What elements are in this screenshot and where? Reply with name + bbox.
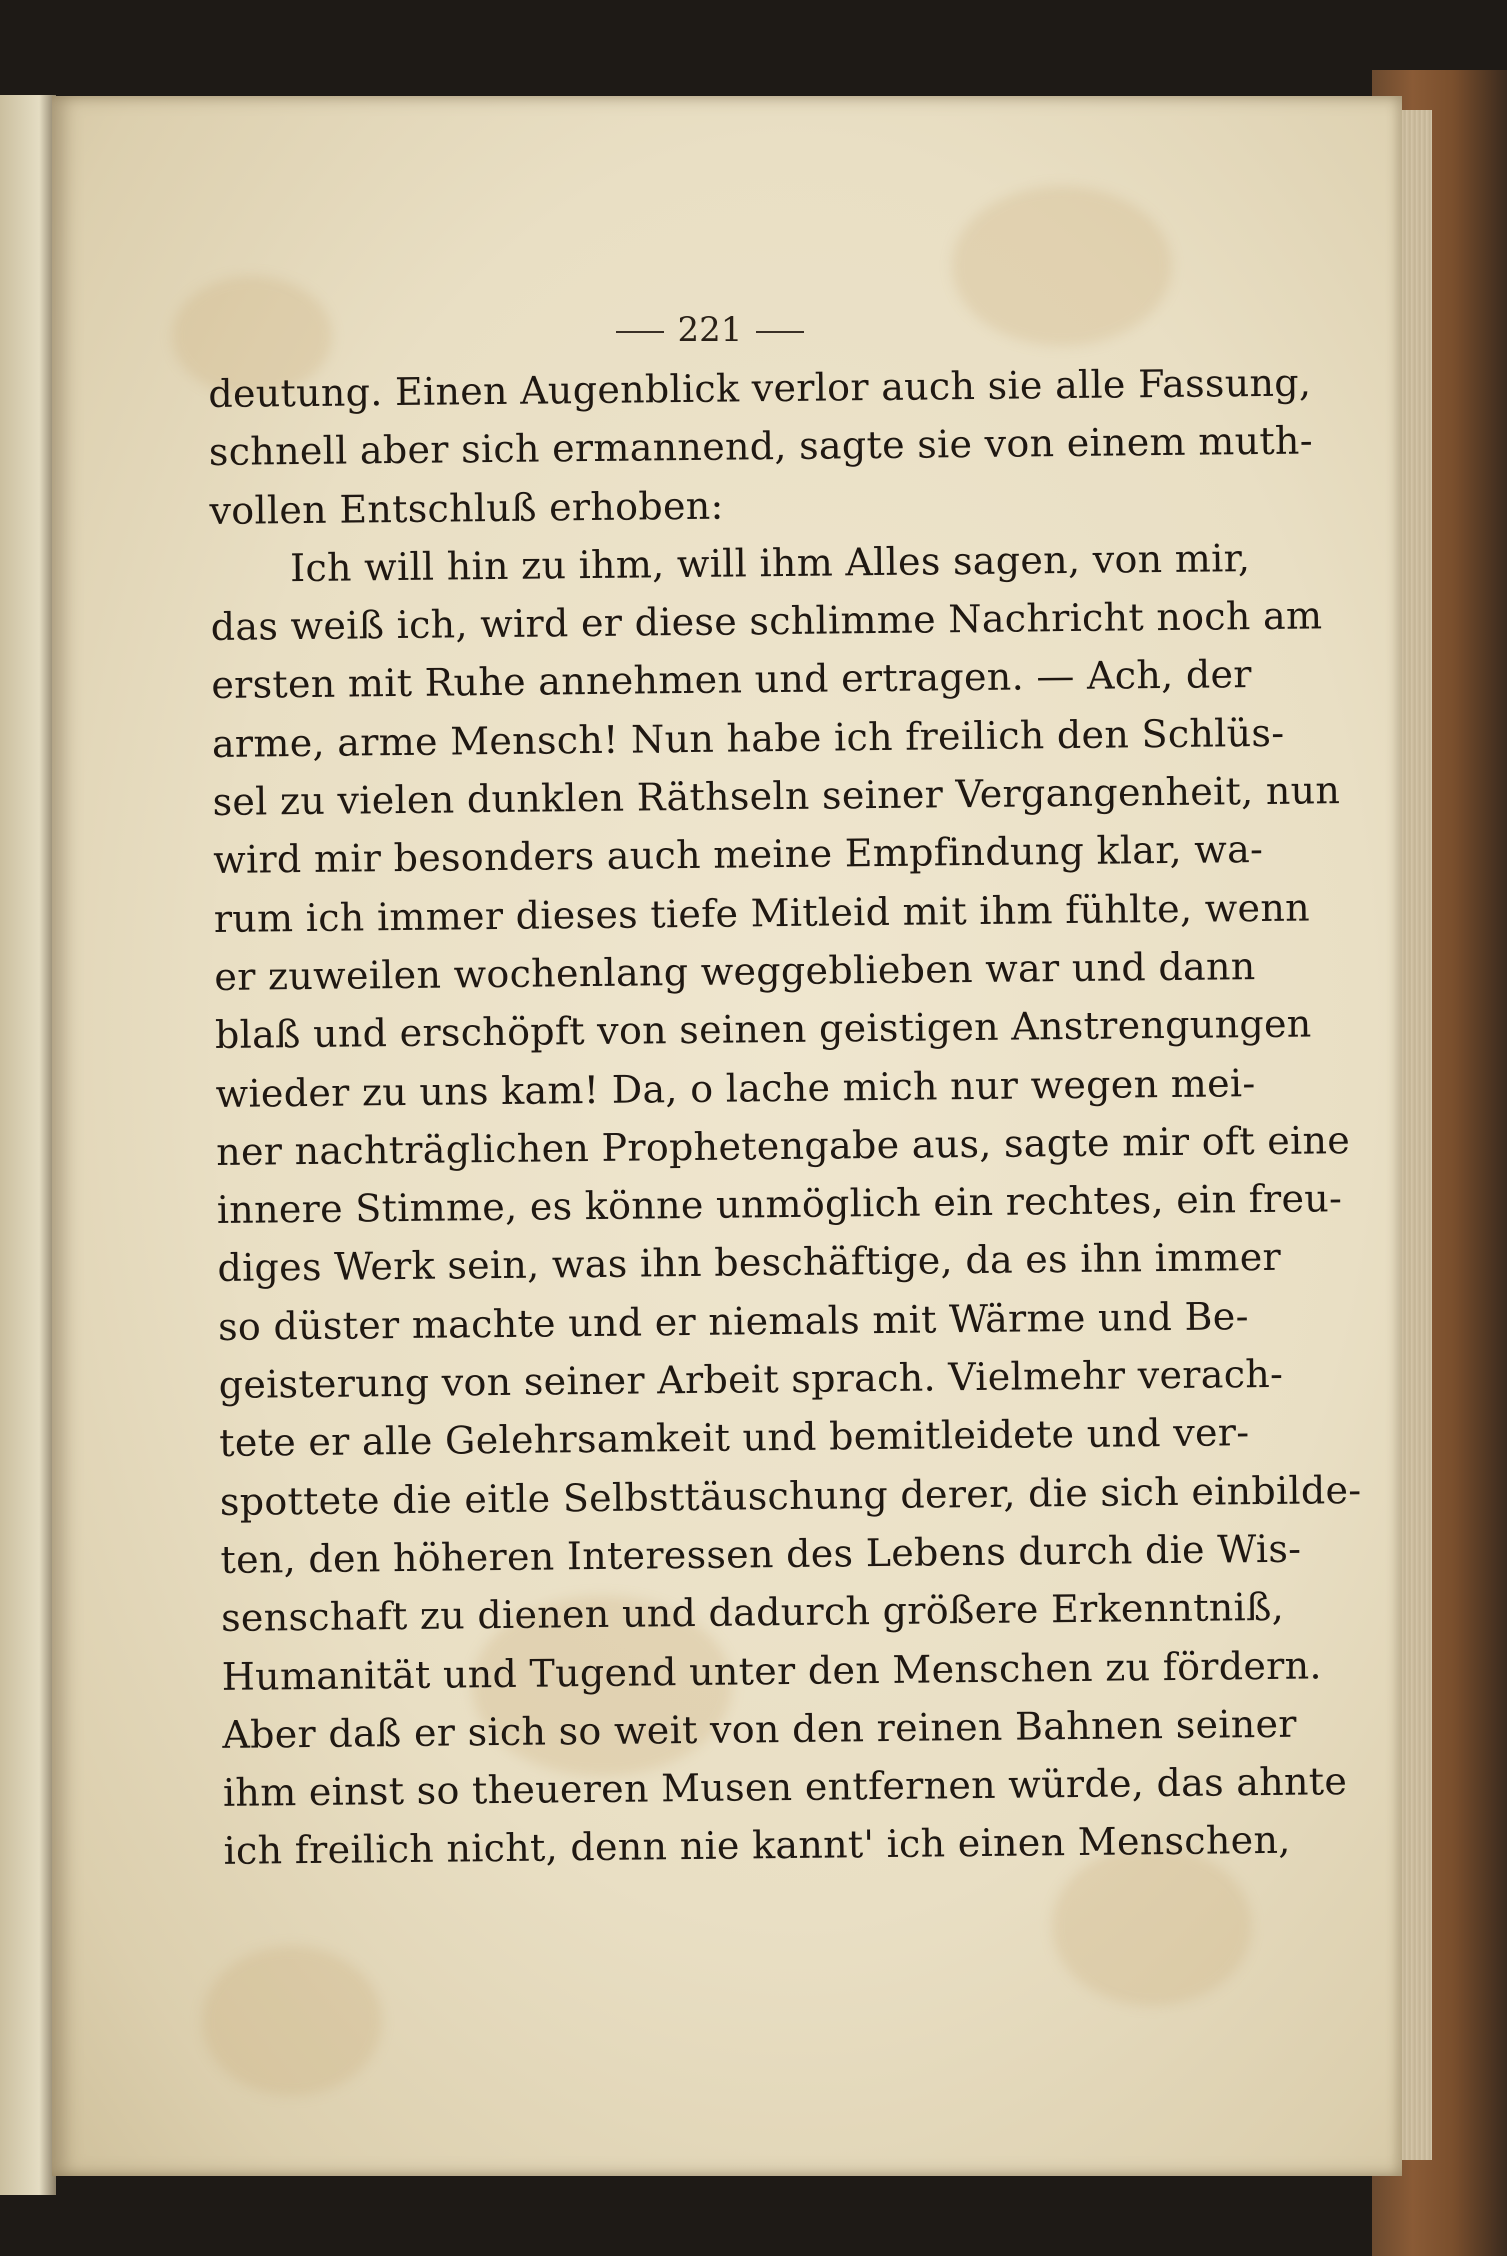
paper-stain	[202, 1946, 382, 2096]
text-line: Humanität und Tugend unter den Menschen zu fördern.	[221, 1642, 1322, 1699]
text-line: blaß und erschöpft von seinen geistigen Anstrengungen	[214, 1001, 1312, 1058]
text-line: ihm einst so theueren Musen entfernen würde, das ahnte	[222, 1759, 1348, 1816]
page-body	[208, 355, 1362, 1881]
text-line: spottete die eitle Selbsttäuschung derer, die sich einbilde-	[219, 1467, 1362, 1524]
text-line: Aber daß er sich so weit von den reinen Bahnen seiner	[222, 1701, 1297, 1757]
ornament-dash-right	[756, 331, 804, 333]
facing-page-edge	[0, 95, 56, 2195]
text-line: diges Werk sein, was ihn beschäftige, da es ihn immer	[217, 1235, 1282, 1291]
text-line: so düster machte und er niemals mit Wärme und Be-	[217, 1293, 1249, 1349]
text-line: sel zu vielen dunklen Räthseln seiner Vergangenheit, nun	[212, 768, 1341, 825]
text-line: ten, den höheren Interessen des Lebens durch die Wis-	[220, 1526, 1302, 1582]
text-line: Ich will hin zu ihm, will ihm Alles sagen, von mir,	[289, 535, 1251, 591]
text-line: schnell aber sich ermannend, sagte sie von einem muth-	[208, 418, 1314, 475]
text-line: rum ich immer dieses tiefe Mitleid mit ihm fühlte, wenn	[213, 885, 1311, 941]
text-line: wieder zu uns kam! Da, o lache mich nur wegen mei-	[215, 1060, 1256, 1116]
text-line: arme, arme Mensch! Nun habe ich freilich den Schlüs-	[211, 710, 1285, 766]
text-line: tete er alle Gelehrsamkeit und bemitleidete und ver-	[219, 1410, 1250, 1466]
ornament-dash-left	[616, 331, 664, 333]
text-line: ersten mit Ruhe annehmen und ertragen. — Ach, der	[211, 652, 1252, 708]
text-line: innere Stimme, es könne unmöglich ein rechtes, ein freu-	[216, 1176, 1343, 1233]
paper-stain	[952, 186, 1172, 346]
page-header	[560, 300, 860, 360]
page-number: 221	[677, 310, 743, 350]
text-line: deutung. Einen Augenblick verlor auch sie alle Fassung,	[208, 360, 1312, 416]
text-line: wird mir besonders auch meine Empfindung klar, wa-	[212, 827, 1264, 883]
text-line: geisterung von seiner Arbeit sprach. Vielmehr verach-	[218, 1351, 1284, 1407]
text-line: er zuweilen wochenlang weggeblieben war und dann	[214, 944, 1256, 999]
text-line: ner nachträglichen Prophetengabe aus, sagte mir oft eine	[216, 1117, 1351, 1174]
text-line: senschaft zu dienen und dadurch größere Erkenntniß,	[220, 1585, 1285, 1641]
text-line: vollen Entschluß erhoben:	[209, 483, 724, 533]
text-line: das weiß ich, wird er diese schlimme Nachricht noch am	[210, 593, 1323, 650]
text-line: ich freilich nicht, denn nie kannt' ich einen Menschen,	[223, 1818, 1291, 1874]
